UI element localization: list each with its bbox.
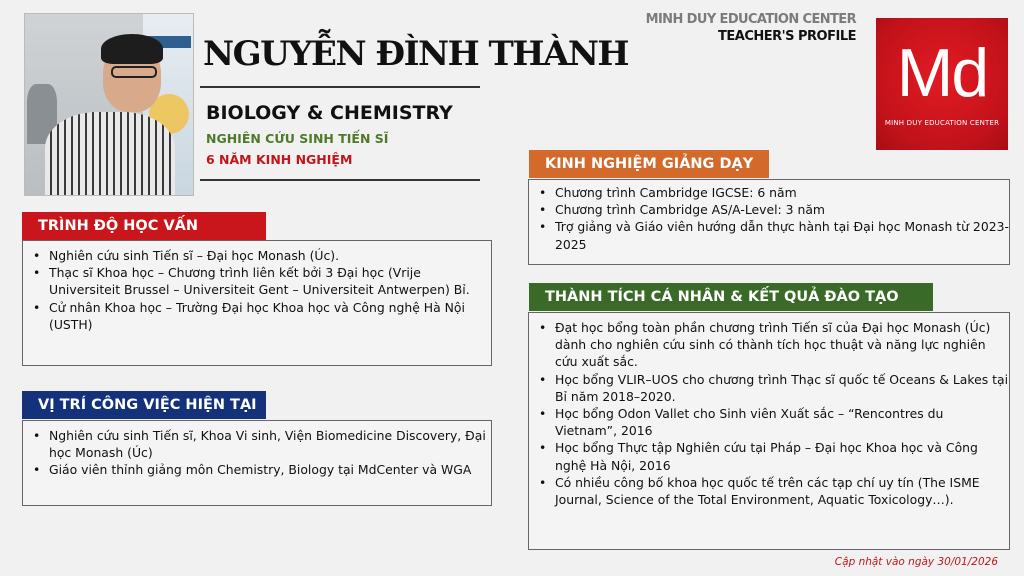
teaching-experience-item: • Trợ giảng và Giáo viên hướng dẫn thực hành tại Đại học Monash từ 2023-2025 [529,218,1009,252]
current-position-item: • Nghiên cứu sinh Tiến sĩ, Khoa Vi sinh, Viện Biomedicine Discovery, Đại học Monash (Úc) [23,427,491,461]
teaching-experience-section-title: KINH NGHIỆM GIẢNG DẠY [529,150,769,178]
current-position-section-title: VỊ TRÍ CÔNG VIỆC HIỆN TẠI [22,391,266,419]
profile-type-label: TEACHER'S PROFILE [718,29,856,44]
subject-divider [200,179,480,181]
teaching-experience-item: • Chương trình Cambridge IGCSE: 6 năm [529,184,1009,201]
education-list [23,247,491,333]
current-position-list [23,427,491,479]
teaching-experience-item: • Chương trình Cambridge AS/A-Level: 3 năm [529,201,1009,218]
achievement-item: • Học bổng VLIR–UOS cho chương trình Thạc sĩ quốc tế Oceans & Lakes tại Bỉ năm 2018–2020. [529,371,1009,405]
name-divider [200,86,480,88]
teacher-experience-years: 6 NĂM KINH NGHIỆM [206,152,353,167]
photo-striped-shirt [45,112,175,196]
logo-mark: Md [896,35,988,111]
teacher-photo [24,13,194,196]
achievements-section-title: THÀNH TÍCH CÁ NHÂN & KẾT QUẢ ĐÀO TẠO [529,283,933,311]
education-item: • Thạc sĩ Khoa học – Chương trình liên kết bởi 3 Đại học (Vrije Universiteit Brussel – Universiteit Gent – Universiteit Antwerpen) Bỉ. [23,264,491,298]
current-position-box [22,420,492,506]
photo-hair [101,34,163,64]
current-position-item: • Giáo viên thỉnh giảng môn Chemistry, Biology tại MdCenter và WGA [23,461,491,478]
teacher-subject: BIOLOGY & CHEMISTRY [206,102,453,124]
md-center-logo [876,18,1008,150]
achievements-list [529,319,1009,508]
center-name: MINH DUY EDUCATION CENTER [645,12,856,27]
photo-glasses [111,66,157,78]
teaching-experience-box [528,179,1010,265]
logo-caption: MINH DUY EDUCATION CENTER [884,119,1000,127]
teacher-name: NGUYỄN ĐÌNH THÀNH [203,34,629,74]
achievement-item: • Có nhiều công bố khoa học quốc tế trên các tạp chí uy tín (The ISME Journal, Science of the Total Environment, Aquatic Toxicology…). [529,474,1009,508]
education-box [22,240,492,366]
achievement-item: • Học bổng Thực tập Nghiên cứu tại Pháp – Đại học Khoa học và Công nghệ Hà Nội, 2016 [529,439,1009,473]
updated-date: Cập nhật vào ngày 30/01/2026 [834,556,998,568]
achievements-box [528,312,1010,550]
teaching-experience-list [529,184,1009,253]
education-item: • Nghiên cứu sinh Tiến sĩ – Đại học Monash (Úc). [23,247,491,264]
achievement-item: • Đạt học bổng toàn phần chương trình Tiến sĩ của Đại học Monash (Úc) dành cho nghiên cứu sinh có thành tích học thuật và năng lực nghiên cứu xuất sắc. [529,319,1009,371]
education-item: • Cử nhân Khoa học – Trường Đại học Khoa học và Công nghệ Hà Nội (USTH) [23,299,491,333]
achievement-item: • Học bổng Odon Vallet cho Sinh viên Xuất sắc – “Rencontres du Vietnam”, 2016 [529,405,1009,439]
teacher-degree: NGHIÊN CỨU SINH TIẾN SĨ [206,131,389,146]
education-section-title: TRÌNH ĐỘ HỌC VẤN [22,212,266,240]
